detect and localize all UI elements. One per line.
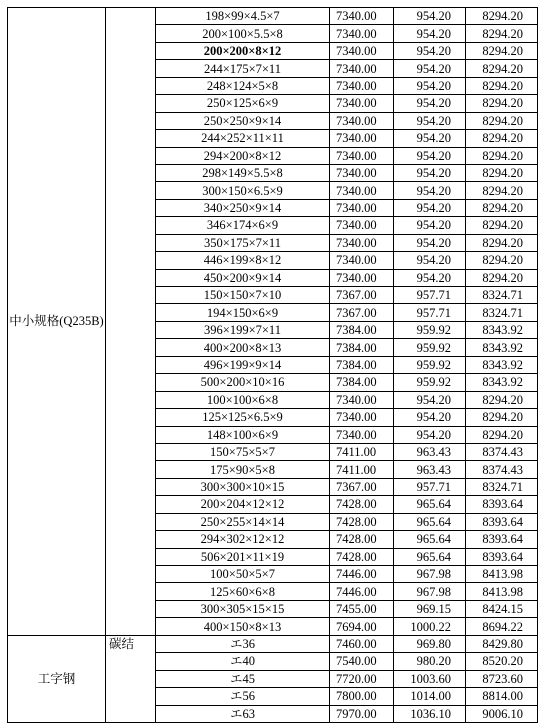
spec-cell: 346×174×6×9: [156, 217, 330, 234]
total-cell: 8294.20: [466, 234, 538, 251]
total-cell: 8343.92: [466, 321, 538, 338]
price-table: [7, 7, 538, 723]
spec-cell: 200×204×12×12: [156, 496, 330, 513]
total-cell: 8294.20: [466, 164, 538, 181]
total-cell: 8520.20: [466, 653, 538, 670]
tax-cell: 954.20: [394, 77, 466, 94]
total-cell: 8294.20: [466, 42, 538, 59]
tax-cell: 954.20: [394, 409, 466, 426]
total-cell: 8294.20: [466, 182, 538, 199]
tax-cell: 954.20: [394, 112, 466, 129]
spec-cell: 300×305×15×15: [156, 600, 330, 617]
table-row: [8, 8, 538, 25]
tax-cell: 965.64: [394, 513, 466, 530]
tax-cell: 963.43: [394, 461, 466, 478]
price-cell: 7367.00: [330, 478, 394, 495]
price-cell: 7428.00: [330, 513, 394, 530]
price-cell: 7540.00: [330, 653, 394, 670]
price-cell: 7340.00: [330, 199, 394, 216]
tax-cell: 954.20: [394, 391, 466, 408]
total-cell: 8294.20: [466, 199, 538, 216]
total-cell: 8393.64: [466, 513, 538, 530]
total-cell: 8294.20: [466, 77, 538, 94]
price-cell: 7455.00: [330, 600, 394, 617]
total-cell: 8294.20: [466, 112, 538, 129]
price-cell: 7340.00: [330, 130, 394, 147]
spec-cell: 400×200×8×13: [156, 339, 330, 356]
price-cell: 7340.00: [330, 42, 394, 59]
tax-cell: 965.64: [394, 548, 466, 565]
total-cell: 8294.20: [466, 130, 538, 147]
total-cell: 8429.80: [466, 635, 538, 652]
price-cell: 7384.00: [330, 339, 394, 356]
spec-cell: 150×75×5×7: [156, 443, 330, 460]
tax-cell: 980.20: [394, 653, 466, 670]
total-cell: 8294.20: [466, 95, 538, 112]
spec-cell: 200×100×5.5×8: [156, 25, 330, 42]
total-cell: 8343.92: [466, 339, 538, 356]
category-cell-medium-small: 中小规格(Q235B): [8, 8, 106, 636]
tax-cell: 954.20: [394, 42, 466, 59]
price-cell: 7340.00: [330, 77, 394, 94]
total-cell: 8324.71: [466, 478, 538, 495]
spec-cell: 294×200×8×12: [156, 147, 330, 164]
tax-cell: 954.20: [394, 8, 466, 25]
spec-cell: 450×200×9×14: [156, 269, 330, 286]
tax-cell: 954.20: [394, 95, 466, 112]
spec-cell: 198×99×4.5×7: [156, 8, 330, 25]
total-cell: 8343.92: [466, 356, 538, 373]
price-cell: 7428.00: [330, 496, 394, 513]
spec-cell: 244×252×11×11: [156, 130, 330, 147]
price-cell: 7340.00: [330, 234, 394, 251]
price-cell: 7340.00: [330, 95, 394, 112]
price-table-body: [8, 8, 538, 723]
sub-category-cell: [106, 8, 156, 636]
price-cell: 7384.00: [330, 356, 394, 373]
total-cell: 8413.98: [466, 566, 538, 583]
total-cell: 8294.20: [466, 25, 538, 42]
category-cell-i-beam: 工字钢: [8, 635, 106, 722]
total-cell: 8723.60: [466, 670, 538, 687]
tax-cell: 954.20: [394, 199, 466, 216]
total-cell: 8294.20: [466, 426, 538, 443]
price-cell: 7446.00: [330, 583, 394, 600]
total-cell: 8294.20: [466, 391, 538, 408]
tax-cell: 959.92: [394, 339, 466, 356]
spec-cell: 194×150×6×9: [156, 304, 330, 321]
total-cell: 8374.43: [466, 461, 538, 478]
spec-cell: 506×201×11×19: [156, 548, 330, 565]
spec-cell: 200×200×8×12: [156, 42, 330, 59]
price-cell: 7800.00: [330, 688, 394, 705]
price-cell: 7340.00: [330, 217, 394, 234]
price-cell: 7970.00: [330, 705, 394, 722]
total-cell: 8294.20: [466, 409, 538, 426]
spec-cell: 150×150×7×10: [156, 287, 330, 304]
tax-cell: 954.20: [394, 147, 466, 164]
price-cell: 7340.00: [330, 147, 394, 164]
price-cell: 7411.00: [330, 461, 394, 478]
price-cell: 7340.00: [330, 409, 394, 426]
spec-cell: エ36: [156, 635, 330, 652]
tax-cell: 954.20: [394, 182, 466, 199]
price-cell: 7428.00: [330, 531, 394, 548]
total-cell: 9006.10: [466, 705, 538, 722]
price-cell: 7367.00: [330, 304, 394, 321]
price-cell: 7340.00: [330, 8, 394, 25]
spec-cell: 340×250×9×14: [156, 199, 330, 216]
total-cell: 8294.20: [466, 147, 538, 164]
tax-cell: 963.43: [394, 443, 466, 460]
tax-cell: 954.20: [394, 60, 466, 77]
price-cell: 7340.00: [330, 269, 394, 286]
tax-cell: 954.20: [394, 269, 466, 286]
price-cell: 7340.00: [330, 391, 394, 408]
total-cell: 8393.64: [466, 548, 538, 565]
spec-cell: 244×175×7×11: [156, 60, 330, 77]
price-cell: 7340.00: [330, 112, 394, 129]
price-cell: 7694.00: [330, 618, 394, 635]
tax-cell: 954.20: [394, 252, 466, 269]
tax-cell: 967.98: [394, 583, 466, 600]
spec-cell: 100×50×5×7: [156, 566, 330, 583]
price-cell: 7384.00: [330, 321, 394, 338]
spec-cell: エ45: [156, 670, 330, 687]
total-cell: 8393.64: [466, 531, 538, 548]
tax-cell: 969.15: [394, 600, 466, 617]
tax-cell: 954.20: [394, 130, 466, 147]
table-row: [8, 635, 538, 652]
tax-cell: 954.20: [394, 164, 466, 181]
spec-cell: 446×199×8×12: [156, 252, 330, 269]
tax-cell: 954.20: [394, 217, 466, 234]
tax-cell: 959.92: [394, 356, 466, 373]
spec-cell: 496×199×9×14: [156, 356, 330, 373]
spec-cell: 300×150×6.5×9: [156, 182, 330, 199]
tax-cell: 1014.00: [394, 688, 466, 705]
total-cell: 8324.71: [466, 287, 538, 304]
spec-cell: 175×90×5×8: [156, 461, 330, 478]
spec-cell: エ63: [156, 705, 330, 722]
spec-cell: 125×125×6.5×9: [156, 409, 330, 426]
spec-cell: 400×150×8×13: [156, 618, 330, 635]
price-cell: 7340.00: [330, 164, 394, 181]
spec-cell: 500×200×10×16: [156, 374, 330, 391]
total-cell: 8393.64: [466, 496, 538, 513]
spec-cell: 294×302×12×12: [156, 531, 330, 548]
spec-cell: エ56: [156, 688, 330, 705]
tax-cell: 959.92: [394, 321, 466, 338]
tax-cell: 965.64: [394, 496, 466, 513]
spec-cell: 148×100×6×9: [156, 426, 330, 443]
spec-cell: エ40: [156, 653, 330, 670]
tax-cell: 967.98: [394, 566, 466, 583]
tax-cell: 959.92: [394, 374, 466, 391]
tax-cell: 954.20: [394, 426, 466, 443]
spec-cell: 250×250×9×14: [156, 112, 330, 129]
tax-cell: 1000.22: [394, 618, 466, 635]
price-cell: 7340.00: [330, 252, 394, 269]
price-cell: 7446.00: [330, 566, 394, 583]
total-cell: 8374.43: [466, 443, 538, 460]
price-cell: 7340.00: [330, 25, 394, 42]
spec-cell: 125×60×6×8: [156, 583, 330, 600]
total-cell: 8814.00: [466, 688, 538, 705]
price-cell: 7340.00: [330, 60, 394, 77]
price-cell: 7340.00: [330, 182, 394, 199]
price-cell: 7367.00: [330, 287, 394, 304]
spec-cell: 250×255×14×14: [156, 513, 330, 530]
spec-cell: 100×100×6×8: [156, 391, 330, 408]
total-cell: 8424.15: [466, 600, 538, 617]
total-cell: 8343.92: [466, 374, 538, 391]
total-cell: 8294.20: [466, 252, 538, 269]
tax-cell: 957.71: [394, 304, 466, 321]
tax-cell: 957.71: [394, 478, 466, 495]
total-cell: 8294.20: [466, 217, 538, 234]
price-cell: 7460.00: [330, 635, 394, 652]
price-cell: 7428.00: [330, 548, 394, 565]
price-cell: 7720.00: [330, 670, 394, 687]
tax-cell: 1003.60: [394, 670, 466, 687]
spec-cell: 248×124×5×8: [156, 77, 330, 94]
tax-cell: 954.20: [394, 25, 466, 42]
tax-cell: 1036.10: [394, 705, 466, 722]
total-cell: 8324.71: [466, 304, 538, 321]
spec-cell: 396×199×7×11: [156, 321, 330, 338]
spec-cell: 250×125×6×9: [156, 95, 330, 112]
spec-cell: 298×149×5.5×8: [156, 164, 330, 181]
price-cell: 7411.00: [330, 443, 394, 460]
tax-cell: 957.71: [394, 287, 466, 304]
total-cell: 8294.20: [466, 8, 538, 25]
price-cell: 7384.00: [330, 374, 394, 391]
total-cell: 8694.22: [466, 618, 538, 635]
sub-category-cell: 碳结: [106, 635, 156, 722]
total-cell: 8413.98: [466, 583, 538, 600]
price-cell: 7340.00: [330, 426, 394, 443]
tax-cell: 969.80: [394, 635, 466, 652]
total-cell: 8294.20: [466, 60, 538, 77]
spec-cell: 300×300×10×15: [156, 478, 330, 495]
total-cell: 8294.20: [466, 269, 538, 286]
tax-cell: 954.20: [394, 234, 466, 251]
tax-cell: 965.64: [394, 531, 466, 548]
spec-cell: 350×175×7×11: [156, 234, 330, 251]
